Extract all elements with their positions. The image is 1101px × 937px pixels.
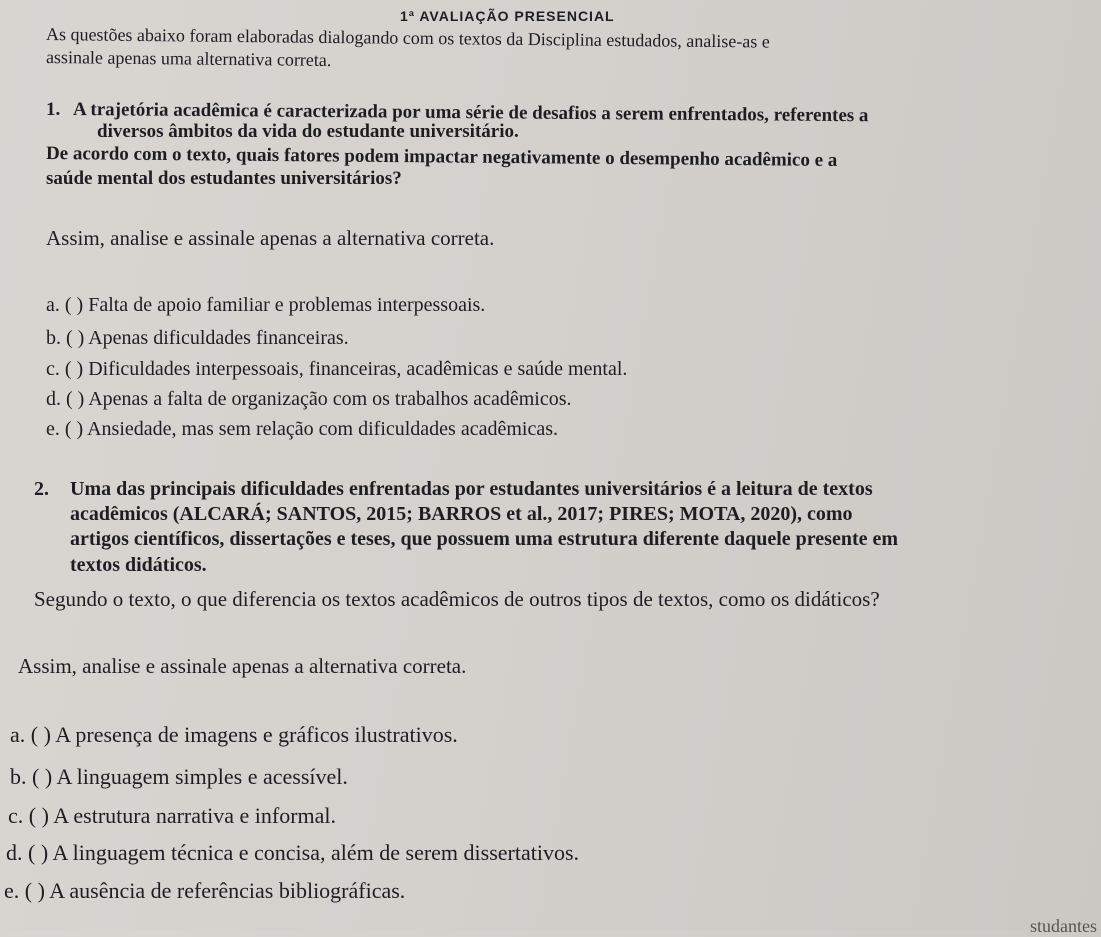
question-1-option-c[interactable]: c. ( ) Dificuldades interpessoais, financeiras, acadêmicas e saúde mental.: [46, 358, 628, 380]
question-2-prompt: Segundo o texto, o que diferencia os textos acadêmicos de outros tipos de textos, como os didáticos?: [34, 587, 880, 611]
intro-line-1: As questões abaixo foram elaboradas dialogando com os textos da Disciplina estudados, analise-as e: [45, 24, 770, 52]
question-1-instruction: Assim, analise e assinale apenas a alternativa correta.: [46, 226, 495, 250]
question-2-instruction: Assim, analise e assinale apenas a alternativa correta.: [18, 654, 467, 678]
question-2-number: 2.: [34, 478, 49, 500]
question-2-text-line-1: Uma das principais dificuldades enfrentadas por estudantes universitários é a leitura de textos: [70, 478, 873, 500]
question-2-option-e[interactable]: e. ( ) A ausência de referências bibliográficas.: [4, 878, 406, 903]
question-1-option-b[interactable]: b. ( ) Apenas dificuldades financeiras.: [46, 327, 349, 349]
question-1-option-e[interactable]: e. ( ) Ansiedade, mas sem relação com dificuldades acadêmicas.: [46, 418, 559, 440]
question-2-option-c[interactable]: c. ( ) A estrutura narrativa e informal.: [8, 803, 337, 828]
question-2-text-line-4: textos didáticos.: [70, 554, 207, 576]
question-2-option-a[interactable]: a. ( ) A presença de imagens e gráficos ilustrativos.: [10, 722, 458, 747]
question-2-option-d[interactable]: d. ( ) A linguagem técnica e concisa, além de serem dissertativos.: [6, 840, 580, 865]
question-2-text-line-2: acadêmicos (ALCARÁ; SANTOS, 2015; BARROS et al., 2017; PIRES; MOTA, 2020), como: [70, 503, 853, 525]
question-2-option-b[interactable]: b. ( ) A linguagem simples e acessível.: [10, 764, 348, 789]
bleed-through-text: studantes: [1030, 916, 1097, 936]
question-1-number: 1.: [46, 99, 61, 120]
question-1-option-a[interactable]: a. ( ) Falta de apoio familiar e problemas interpessoais.: [46, 294, 486, 316]
question-1-prompt-line-1: De acordo com o texto, quais fatores podem impactar negativamente o desempenho acadêmico e a: [45, 143, 838, 171]
question-1-prompt-line-2: saúde mental dos estudantes universitários?: [46, 168, 402, 189]
exam-title: 1ª AVALIAÇÃO PRESENCIAL: [400, 8, 615, 24]
question-1-option-d[interactable]: d. ( ) Apenas a falta de organização com os trabalhos acadêmicos.: [46, 388, 572, 410]
question-1-text-line-1: A trajetória acadêmica é caracterizada por uma série de desafios a serem enfrentados, referentes a: [72, 99, 869, 127]
question-2-text-line-3: artigos científicos, dissertações e teses, que possuem uma estrutura diferente daquele presente em: [70, 528, 899, 550]
question-1-text-line-2: diversos âmbitos da vida do estudante universitário.: [97, 121, 519, 142]
intro-line-2: assinale apenas uma alternativa correta.: [45, 47, 332, 70]
